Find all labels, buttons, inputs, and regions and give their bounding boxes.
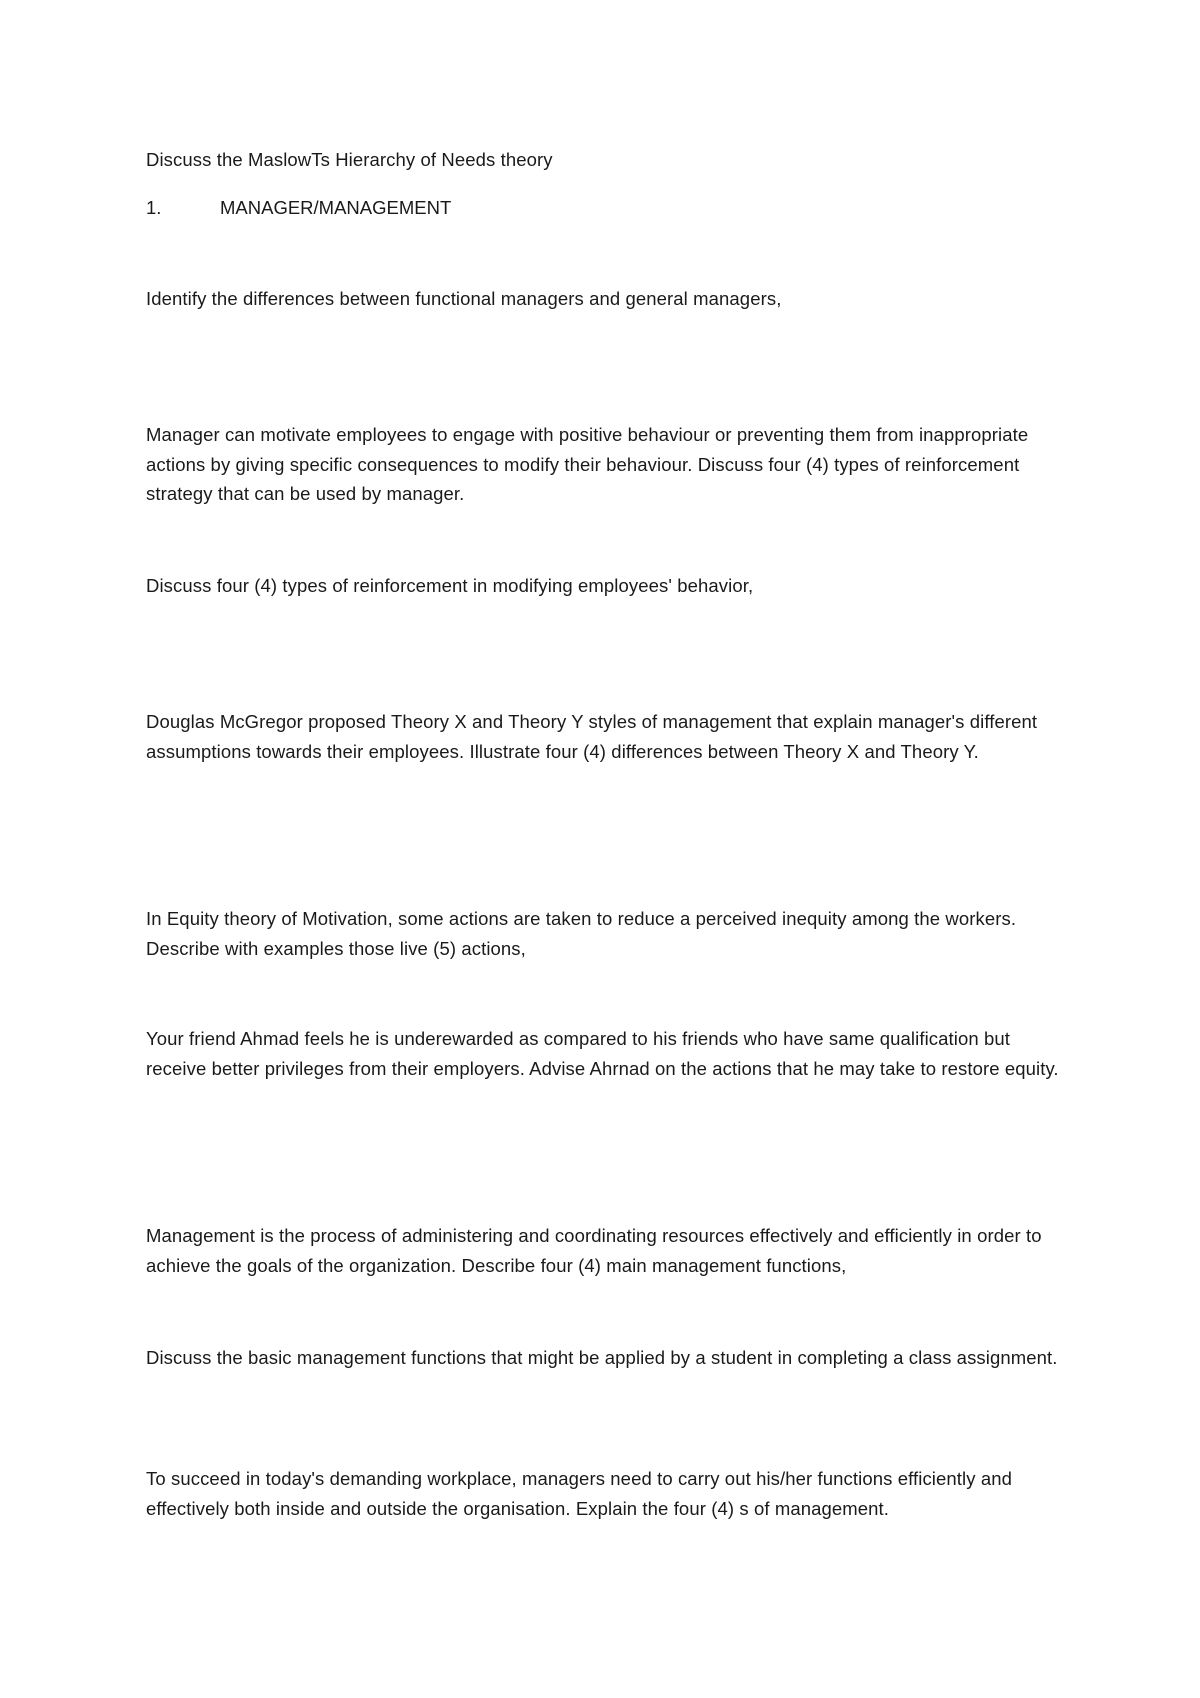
paragraph-5: In Equity theory of Motivation, some actions are taken to reduce a perceived inequity among the workers. Describe with examples those live (5) actions,	[146, 908, 1017, 959]
section-title: MANAGER/MANAGEMENT	[220, 197, 452, 218]
section-number: 1.	[146, 197, 162, 218]
paragraph-7: Management is the process of administering and coordinating resources effectively and efficiently in order to achieve the goals of the organization. Describe four (4) main management functions,	[146, 1225, 1042, 1276]
paragraph-8: Discuss the basic management functions that might be applied by a student in completing a class assignment.	[146, 1347, 1058, 1368]
paragraph-2: Manager can motivate employees to engage with positive behaviour or preventing them from inappropriate actions by giving specific consequences to modify their behaviour. Discuss four (4) types of reinforcement strategy that can be used by manager.	[146, 424, 1029, 504]
paragraph-1: Identify the differences between functional managers and general managers,	[146, 288, 782, 309]
paragraph-9: To succeed in today's demanding workplace, managers need to carry out his/her functions efficiently and effectively both inside and outside the organisation. Explain the four (4) s of management.	[146, 1468, 1013, 1519]
paragraph-6: Your friend Ahmad feels he is underewarded as compared to his friends who have same qualification but receive better privileges from their employers. Advise Ahrnad on the actions that he may take to restore equity.	[146, 1028, 1059, 1079]
paragraph-4: Douglas McGregor proposed Theory X and Theory Y styles of management that explain manager's different assumptions towards their employees. Illustrate four (4) differences between Theory X and Theory Y.	[146, 711, 1038, 762]
paragraph-3: Discuss four (4) types of reinforcement in modifying employees' behavior,	[146, 575, 754, 596]
document-title-line: Discuss the MaslowTs Hierarchy of Needs theory	[146, 149, 553, 170]
